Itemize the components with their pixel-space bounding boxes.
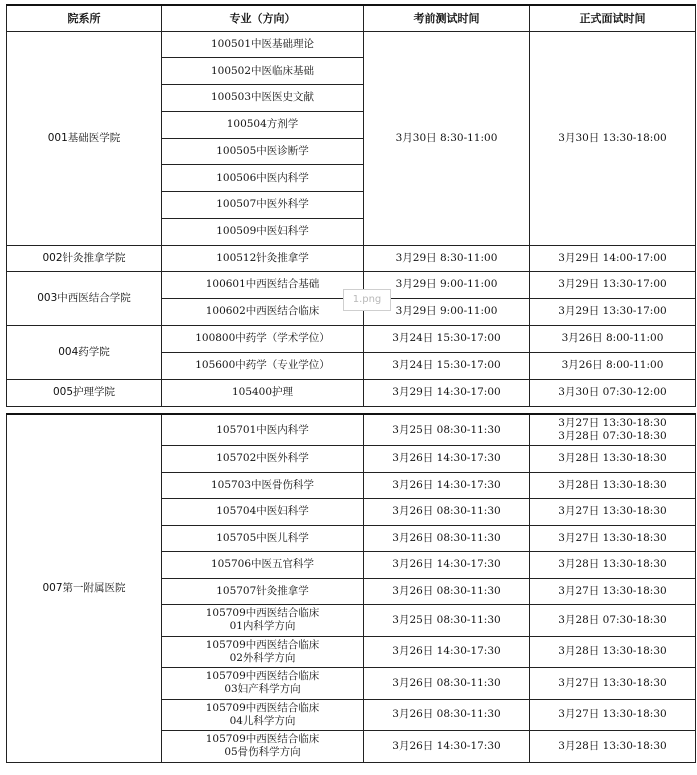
major-name: 105702中医外科学 xyxy=(216,452,309,465)
major-direction: 03妇产科学方向 xyxy=(224,683,301,696)
pretest-cell: 3月29日 14:30-17:00 xyxy=(364,379,530,406)
schedule-table-part1 xyxy=(6,4,696,407)
major-cell: 100601中西医结合基础 xyxy=(162,271,364,298)
major-direction: 04儿科学方向 xyxy=(229,714,296,727)
interview-cell: 3月29日 13:30-17:00 xyxy=(530,271,696,298)
major-name: 105709中西医结合临床 xyxy=(205,638,320,651)
pretest-cell: 3月25日 08:30-11:30 xyxy=(364,605,530,637)
major-name: 105709中西医结合临床 xyxy=(205,733,320,746)
dept-002: 002针灸推拿学院 xyxy=(7,245,162,271)
dept-007: 007第一附属医院 xyxy=(7,414,162,762)
major-name: 105709中西医结合临床 xyxy=(205,701,320,714)
interview-cell xyxy=(530,578,696,605)
dept-005: 005护理学院 xyxy=(7,379,162,406)
pretest-cell: 3月26日 14:30-17:30 xyxy=(364,446,530,473)
header-pretest: 考前测试时间 xyxy=(364,5,530,31)
interview-cell xyxy=(530,414,696,446)
major-cell: 100507中医外科学 xyxy=(162,192,364,219)
interview-cell xyxy=(530,552,696,579)
interview-time: 3月28日 13:30-18:30 xyxy=(558,739,667,752)
interview-time: 3月28日 13:30-18:30 xyxy=(558,558,667,571)
major-cell xyxy=(162,472,364,499)
interview-time: 3月28日 13:30-18:30 xyxy=(558,645,667,658)
major-direction: 01内科学方向 xyxy=(229,620,296,633)
pretest-cell: 3月26日 08:30-11:30 xyxy=(364,668,530,700)
dept-003: 003中西医结合学院 xyxy=(7,271,162,325)
major-cell: 100502中医临床基础 xyxy=(162,58,364,85)
interview-time: 3月28日 07:30-18:30 xyxy=(558,430,667,442)
pretest-cell: 3月26日 08:30-11:30 xyxy=(364,499,530,526)
interview-time: 3月28日 13:30-18:30 xyxy=(558,478,667,491)
interview-001: 3月30日 13:30-18:00 xyxy=(530,31,696,245)
interview-time: 3月27日 13:30-18:30 xyxy=(558,417,667,429)
major-cell xyxy=(162,499,364,526)
major-cell xyxy=(162,525,364,552)
major-cell: 100506中医内科学 xyxy=(162,165,364,192)
major-cell xyxy=(162,668,364,700)
major-cell: 100501中医基础理论 xyxy=(162,31,364,58)
interview-cell: 3月30日 07:30-12:00 xyxy=(530,379,696,406)
interview-time: 3月27日 13:30-18:30 xyxy=(558,505,667,518)
major-cell xyxy=(162,731,364,763)
major-cell: 100512针灸推拿学 xyxy=(162,245,364,271)
interview-cell xyxy=(530,472,696,499)
pretest-cell: 3月26日 08:30-11:30 xyxy=(364,699,530,731)
interview-time: 3月27日 13:30-18:30 xyxy=(558,584,667,597)
pretest-cell: 3月29日 8:30-11:00 xyxy=(364,245,530,271)
pretest-cell: 3月25日 08:30-11:30 xyxy=(364,414,530,446)
pretest-cell: 3月24日 15:30-17:00 xyxy=(364,325,530,352)
interview-cell xyxy=(530,525,696,552)
pretest-cell: 3月26日 14:30-17:30 xyxy=(364,552,530,579)
major-name: 105705中医儿科学 xyxy=(216,531,309,544)
interview-cell: 3月29日 13:30-17:00 xyxy=(530,298,696,325)
pretest-cell: 3月26日 14:30-17:30 xyxy=(364,636,530,668)
major-cell xyxy=(162,446,364,473)
pretest-cell: 3月29日 9:00-11:00 xyxy=(364,271,530,298)
major-name: 105709中西医结合临床 xyxy=(205,607,320,620)
major-cell: 105600中药学（专业学位） xyxy=(162,352,364,379)
major-cell xyxy=(162,578,364,605)
major-name: 105709中西医结合临床 xyxy=(205,670,320,683)
interview-cell: 3月26日 8:00-11:00 xyxy=(530,352,696,379)
major-cell: 100505中医诊断学 xyxy=(162,138,364,165)
dept-004: 004药学院 xyxy=(7,325,162,379)
major-name: 105701中医内科学 xyxy=(216,423,309,436)
schedule-table-part2 xyxy=(6,413,696,763)
interview-time: 3月27日 13:30-18:30 xyxy=(558,531,667,544)
interview-cell: 3月26日 8:00-11:00 xyxy=(530,325,696,352)
header-interview: 正式面试时间 xyxy=(530,5,696,31)
interview-time: 3月27日 13:30-18:30 xyxy=(558,708,667,721)
interview-cell xyxy=(530,636,696,668)
interview-time: 3月27日 13:30-18:30 xyxy=(558,676,667,689)
major-cell: 105400护理 xyxy=(162,379,364,406)
pretest-cell: 3月26日 08:30-11:30 xyxy=(364,525,530,552)
pretest-cell: 3月26日 08:30-11:30 xyxy=(364,578,530,605)
dept-001: 001基础医学院 xyxy=(7,31,162,245)
interview-cell xyxy=(530,605,696,637)
header-major: 专业（方向） xyxy=(162,5,364,31)
interview-cell xyxy=(530,731,696,763)
major-cell: 100602中西医结合临床 xyxy=(162,298,364,325)
interview-cell: 3月29日 14:00-17:00 xyxy=(530,245,696,271)
pretest-cell: 3月26日 14:30-17:30 xyxy=(364,731,530,763)
major-cell xyxy=(162,414,364,446)
major-direction: 02外科学方向 xyxy=(229,651,296,664)
major-cell xyxy=(162,605,364,637)
header-dept: 院系所 xyxy=(7,5,162,31)
broken-image-placeholder: 1.png xyxy=(343,289,391,311)
major-name: 105707针灸推拿学 xyxy=(216,584,309,597)
interview-cell xyxy=(530,699,696,731)
interview-cell xyxy=(530,499,696,526)
pretest-cell: 3月26日 14:30-17:30 xyxy=(364,472,530,499)
major-direction: 05骨伤科学方向 xyxy=(224,746,301,759)
major-name: 105704中医妇科学 xyxy=(216,505,309,518)
major-name: 105706中医五官科学 xyxy=(210,558,315,571)
interview-time: 3月28日 13:30-18:30 xyxy=(558,452,667,465)
major-name: 105703中医骨伤科学 xyxy=(210,478,315,491)
pretest-cell: 3月24日 15:30-17:00 xyxy=(364,352,530,379)
major-cell xyxy=(162,636,364,668)
interview-cell xyxy=(530,668,696,700)
pretest-001: 3月30日 8:30-11:00 xyxy=(364,31,530,245)
major-cell xyxy=(162,552,364,579)
pretest-cell: 3月29日 9:00-11:00 xyxy=(364,298,530,325)
interview-cell xyxy=(530,446,696,473)
major-cell: 100504方剂学 xyxy=(162,111,364,138)
major-cell: 100509中医妇科学 xyxy=(162,218,364,245)
major-cell: 100800中药学（学术学位） xyxy=(162,325,364,352)
interview-time: 3月28日 07:30-18:30 xyxy=(558,613,667,626)
major-cell xyxy=(162,699,364,731)
major-cell: 100503中医医史文献 xyxy=(162,85,364,112)
